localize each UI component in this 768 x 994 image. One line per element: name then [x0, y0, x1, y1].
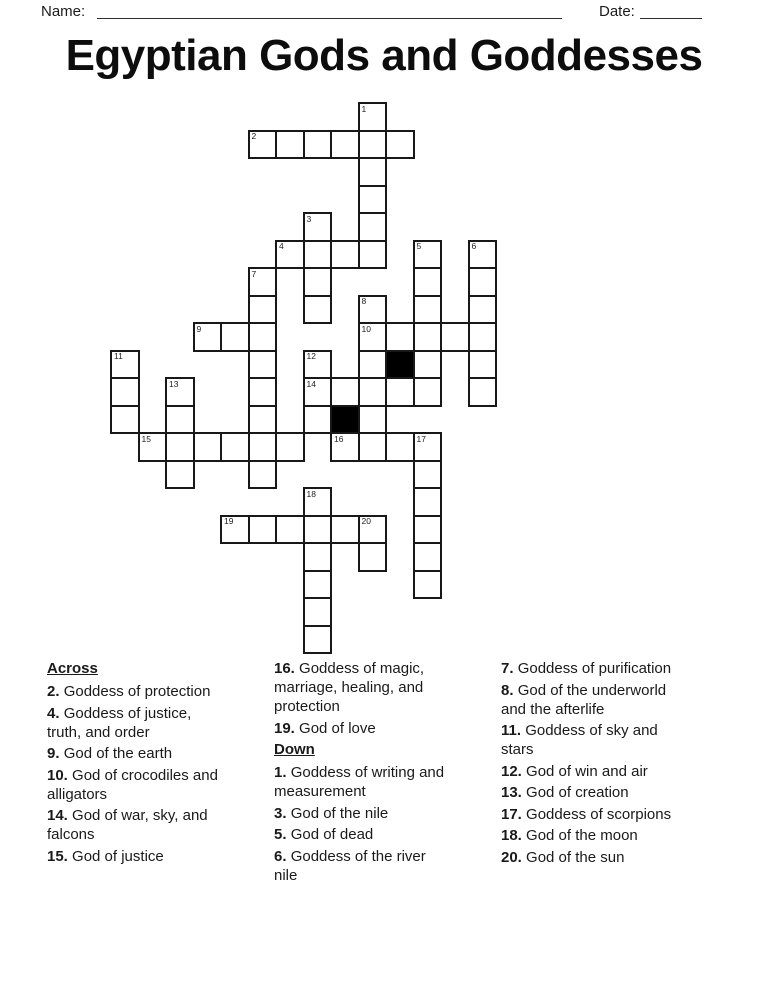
clue-number: 17.: [501, 805, 527, 823]
grid-cell[interactable]: [358, 350, 388, 380]
cell-number-label: 4: [279, 241, 284, 251]
grid-cell[interactable]: [303, 597, 333, 627]
cell-number-label: 17: [416, 433, 426, 444]
grid-cell[interactable]: [220, 322, 250, 352]
clue-number: 5.: [274, 826, 291, 843]
grid-cell[interactable]: [110, 350, 140, 380]
grid-cell[interactable]: [358, 377, 388, 407]
grid-cell[interactable]: [165, 432, 195, 462]
grid-cell[interactable]: [248, 432, 278, 462]
grid-cell[interactable]: [220, 432, 250, 462]
grid-cell[interactable]: [303, 212, 333, 242]
grid-cell[interactable]: [138, 432, 168, 462]
grid-cell[interactable]: [330, 432, 360, 462]
grid-cell[interactable]: [358, 542, 388, 572]
cell-number-label: 19: [224, 516, 234, 526]
clue-text: God of dead: [290, 826, 374, 843]
grid-cell[interactable]: [413, 432, 443, 462]
clue-number: 20.: [501, 848, 527, 866]
grid-cell[interactable]: [330, 130, 360, 160]
clue-text: Goddess of the river nile: [274, 847, 426, 884]
clue-number: 7.: [501, 660, 518, 677]
grid-cell[interactable]: [275, 130, 305, 160]
grid-cell[interactable]: [385, 377, 415, 407]
clue-item: [274, 847, 449, 885]
clue-number: 1.: [274, 764, 291, 781]
down-heading: Down: [274, 741, 315, 758]
grid-cell[interactable]: [303, 377, 333, 407]
clue-number: 6.: [274, 847, 291, 865]
grid-cell[interactable]: [248, 295, 278, 325]
across-heading: Across: [47, 660, 98, 677]
clue-text: God of the nile: [290, 804, 389, 822]
grid-cell[interactable]: [275, 240, 305, 270]
grid-cell[interactable]: [220, 515, 250, 545]
grid-cell[interactable]: [303, 405, 333, 435]
page-title: Egyptian Gods and Goddesses: [65, 31, 703, 80]
name-input-line[interactable]: [97, 2, 562, 19]
grid-cell-black: [385, 350, 415, 380]
clue-text: Goddess of justice, truth, and order: [47, 704, 192, 741]
cell-number-label: 3: [306, 213, 312, 224]
clue-number: 4.: [47, 704, 64, 722]
clue-number: 9.: [47, 745, 64, 762]
cell-number-label: 1: [361, 103, 367, 114]
clue-number: 11.: [501, 722, 526, 739]
grid-cell[interactable]: [413, 542, 443, 572]
grid-cell[interactable]: [303, 487, 333, 517]
clue-number: 8.: [501, 681, 518, 699]
grid-cell[interactable]: [330, 240, 360, 270]
cell-number-label: 15: [141, 433, 151, 444]
cell-number-label: 5: [416, 241, 422, 251]
clue-text: God of win and air: [526, 762, 648, 780]
grid-cell[interactable]: [385, 432, 415, 462]
clue-item: [501, 681, 691, 719]
grid-cell[interactable]: [248, 460, 278, 490]
grid-cell[interactable]: [248, 350, 278, 380]
clue-item: [47, 704, 222, 742]
grid-cell[interactable]: [358, 432, 388, 462]
grid-cell[interactable]: [468, 377, 498, 407]
grid-cell[interactable]: [413, 240, 443, 270]
clue-item: [274, 804, 449, 823]
cell-number-label: 6: [471, 241, 477, 251]
cell-number-label: 13: [169, 378, 179, 389]
grid-cell[interactable]: [248, 322, 278, 352]
cell-number-label: 20: [361, 516, 371, 526]
grid-cell[interactable]: [413, 460, 443, 490]
clue-item: [501, 805, 691, 824]
clue-item: [501, 826, 691, 845]
grid-cell[interactable]: [358, 185, 388, 215]
name-label: Name:: [41, 3, 86, 20]
grid-cell[interactable]: [358, 295, 388, 325]
clue-item: [47, 847, 222, 866]
clue-number: 12.: [501, 762, 527, 780]
grid-cell[interactable]: [440, 322, 470, 352]
cell-number-label: 14: [306, 378, 316, 389]
grid-cell[interactable]: [468, 322, 498, 352]
grid-cell[interactable]: [468, 350, 498, 380]
clue-text: God of war, sky, and falcons: [47, 807, 208, 843]
grid-cell[interactable]: [358, 322, 388, 352]
grid-cell[interactable]: [303, 515, 333, 545]
grid-cell[interactable]: [275, 432, 305, 462]
clue-column-2: [274, 659, 449, 887]
clue-item: [47, 744, 222, 763]
grid-cell[interactable]: [303, 295, 333, 325]
clue-item: [47, 682, 222, 701]
grid-cell[interactable]: [468, 295, 498, 325]
grid-cell[interactable]: [303, 570, 333, 600]
grid-cell[interactable]: [385, 322, 415, 352]
cell-number-label: 12: [306, 351, 316, 361]
grid-cell[interactable]: [165, 460, 195, 490]
grid-cell[interactable]: [248, 377, 278, 407]
clue-number: 18.: [501, 827, 527, 844]
clue-item: [501, 783, 691, 802]
grid-cell[interactable]: [358, 102, 388, 132]
grid-cell[interactable]: [248, 515, 278, 545]
clue-item: [274, 825, 449, 844]
grid-cell[interactable]: [413, 350, 443, 380]
grid-cell[interactable]: [303, 350, 333, 380]
cell-number-label: 7: [251, 268, 257, 279]
clue-item: [274, 719, 449, 738]
grid-cell[interactable]: [330, 377, 360, 407]
grid-cell[interactable]: [413, 487, 443, 517]
clue-number: 10.: [47, 766, 73, 784]
grid-cell[interactable]: [330, 515, 360, 545]
clue-text: Goddess of purification: [517, 660, 672, 677]
grid-cell[interactable]: [413, 322, 443, 352]
grid-cell[interactable]: [193, 432, 223, 462]
grid-cell[interactable]: [110, 405, 140, 435]
clue-item: [501, 659, 691, 678]
clue-number: 2.: [47, 683, 64, 700]
clue-text: God of the moon: [526, 827, 638, 844]
grid-cell[interactable]: [413, 570, 443, 600]
grid-cell[interactable]: [110, 377, 140, 407]
grid-cell[interactable]: [248, 130, 278, 160]
clue-item: [501, 848, 691, 867]
clue-item: [47, 766, 222, 804]
clue-text: God of the earth: [63, 745, 173, 762]
clue-number: 14.: [47, 807, 73, 824]
clue-text: God of crocodiles and alligators: [47, 766, 218, 803]
clue-item: [501, 721, 691, 759]
grid-cell[interactable]: [413, 515, 443, 545]
grid-cell[interactable]: [358, 240, 388, 270]
clue-column-1: [47, 659, 222, 868]
clue-number: 13.: [501, 784, 527, 801]
date-input-line[interactable]: [640, 2, 702, 19]
clue-text: Goddess of writing and measurement: [274, 764, 445, 800]
cell-number-label: 16: [334, 433, 344, 444]
clue-number: 19.: [274, 719, 300, 737]
grid-cell[interactable]: [413, 295, 443, 325]
cell-number-label: 18: [306, 488, 316, 499]
cell-number-label: 9: [196, 323, 202, 334]
grid-cell[interactable]: [303, 130, 333, 160]
grid-cell[interactable]: [248, 405, 278, 435]
grid-cell[interactable]: [358, 405, 388, 435]
cell-number-label: 11: [114, 351, 123, 361]
date-label: Date:: [599, 3, 635, 20]
grid-cell[interactable]: [275, 515, 305, 545]
clue-column-3: [501, 659, 691, 869]
grid-cell[interactable]: [413, 267, 443, 297]
clue-number: 16.: [274, 660, 300, 677]
grid-cell[interactable]: [303, 625, 333, 655]
clue-text: Goddess of sky and stars: [501, 722, 658, 758]
grid-cell[interactable]: [303, 240, 333, 270]
grid-cell[interactable]: [358, 157, 388, 187]
clue-item: [274, 763, 449, 801]
grid-cell-black: [330, 405, 360, 435]
cell-number-label: 10: [361, 323, 371, 334]
cell-number-label: 2: [251, 131, 257, 141]
grid-cell[interactable]: [358, 212, 388, 242]
clue-text: God of creation: [526, 784, 629, 801]
grid-cell[interactable]: [193, 322, 223, 352]
grid-cell[interactable]: [358, 130, 388, 160]
grid-cell[interactable]: [303, 542, 333, 572]
grid-cell[interactable]: [413, 377, 443, 407]
clue-number: 3.: [274, 804, 291, 822]
clue-number: 15.: [47, 847, 73, 865]
grid-cell[interactable]: [358, 515, 388, 545]
clue-item: [274, 659, 449, 716]
grid-cell[interactable]: [248, 267, 278, 297]
grid-cell[interactable]: [468, 240, 498, 270]
clue-text: Goddess of scorpions: [526, 805, 672, 823]
clue-text: Goddess of magic, marriage, healing, and protection: [274, 660, 425, 715]
clue-text: Goddess of protection: [63, 683, 211, 700]
clue-text: God of justice: [72, 847, 164, 865]
clue-text: God of love: [299, 719, 376, 737]
clue-text: God of the underworld and the afterlife: [501, 681, 667, 718]
grid-cell[interactable]: [165, 377, 195, 407]
clue-item: [47, 806, 222, 844]
grid-cell[interactable]: [165, 405, 195, 435]
clue-text: God of the sun: [526, 848, 625, 866]
grid-cell[interactable]: [468, 267, 498, 297]
cell-number-label: 8: [361, 296, 367, 306]
grid-cell[interactable]: [385, 130, 415, 160]
clue-item: [501, 762, 691, 781]
grid-cell[interactable]: [303, 267, 333, 297]
